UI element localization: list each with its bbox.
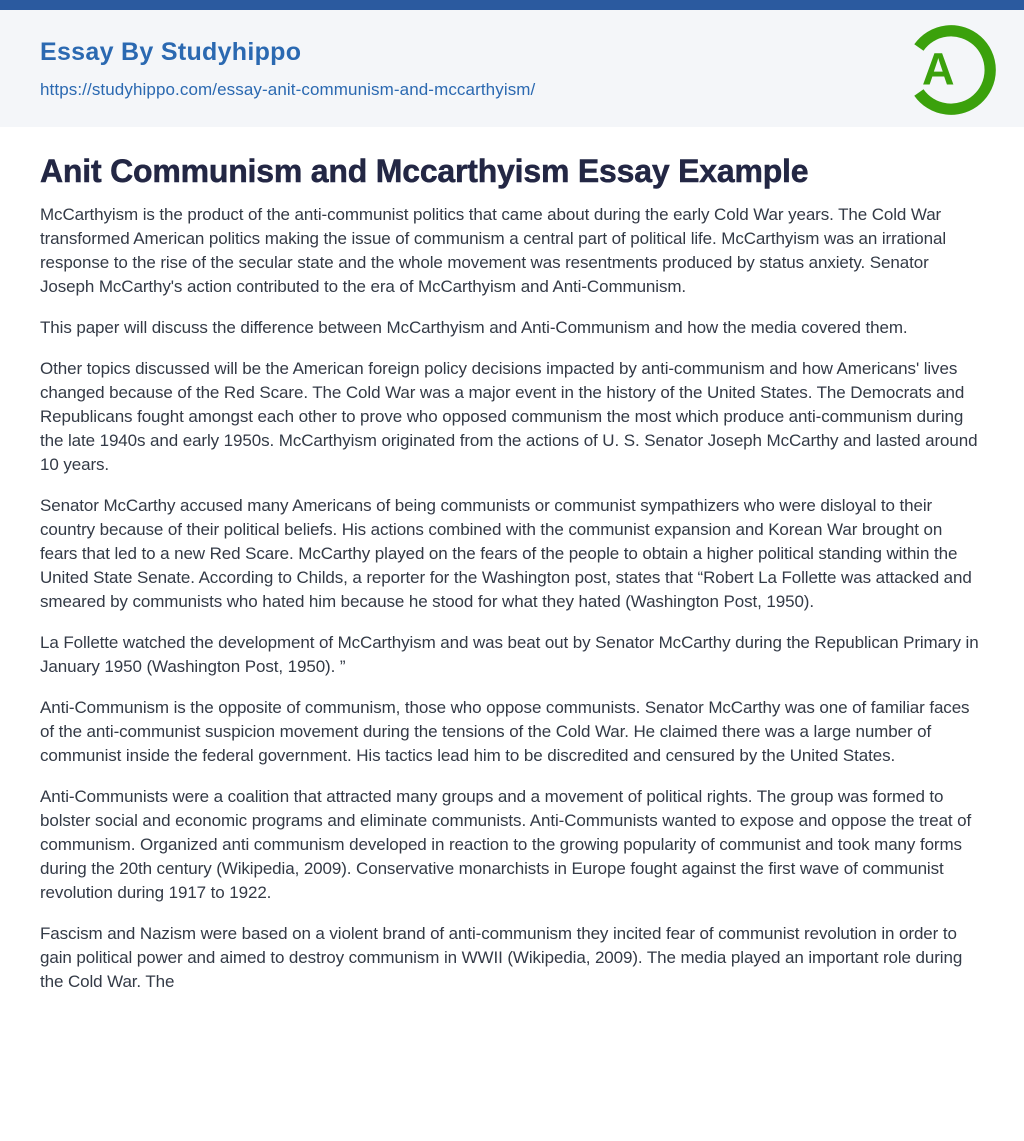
essay-paragraph: This paper will discuss the difference between McCarthyism and Anti-Communism and how the media covered them.	[40, 318, 908, 337]
essay-content	[0, 127, 1024, 994]
essay-paragraph: Fascism and Nazism were based on a violent brand of anti-communism they incited fear of communist revolution in order to gain political power and aimed to destroy communism in WWII (Wikipedia, 2009). The media played an important role during the Cold War. The	[40, 924, 963, 991]
logo-letter: A	[921, 43, 955, 95]
essay-url-link[interactable]: https://studyhippo.com/essay-anit-communism-and-mccarthyism/	[40, 79, 536, 99]
page-header	[0, 10, 1024, 127]
essay-paragraph: La Follette watched the development of McCarthyism and was beat out by Senator McCarthy during the Republican Primary in January 1950 (Washington Post, 1950). ”	[40, 633, 979, 676]
essay-title: Anit Communism and Mccarthyism Essay Example	[40, 153, 809, 189]
studyhippo-logo-icon	[902, 21, 1000, 119]
essay-paragraph: McCarthyism is the product of the anti-communist politics that came about during the early Cold War years. The Cold War transformed American politics making the issue of communism a central part of political life. McCarthyism was an irrational response to the rise of the secular state and the whole movement was resentments produced by status anxiety. Senator Joseph McCarthy's action contributed to the era of McCarthyism and Anti-Communism.	[40, 205, 947, 296]
essay-paragraph: Other topics discussed will be the American foreign policy decisions impacted by anti-communism and how Americans' lives changed because of the Red Scare. The Cold War was a major event in the history of the United States. The Democrats and Republicans fought amongst each other to prove who opposed communism the most which produce anti-communism during the late 1940s and early 1950s. McCarthyism originated from the actions of U. S. Senator Joseph McCarthy and lasted around 10 years.	[40, 359, 978, 474]
essay-paragraph: Senator McCarthy accused many Americans of being communists or communist sympathizers who were disloyal to their country because of their political beliefs. His actions combined with the communist expansion and Korean War brought on fears that led to a new Red Scare. McCarthy played on the fears of the people to obtain a higher political standing within the United State Senate. According to Childs, a reporter for the Washington post, states that “Robert La Follette was attacked and smeared by communists who hated him because he stood for what they hated (Washington Post, 1950).	[40, 496, 972, 611]
header-text-block	[40, 38, 535, 100]
essay-body	[40, 203, 984, 994]
essay-paragraph: Anti-Communism is the opposite of communism, those who oppose communists. Senator McCarthy was one of familiar faces of the anti-communist suspicion movement during the tensions of the Cold War. He claimed there was a large number of communist inside the federal government. His tactics lead him to be discredited and censured by the United States.	[40, 698, 970, 765]
site-title: Essay By Studyhippo	[40, 37, 302, 66]
essay-paragraph: Anti-Communists were a coalition that attracted many groups and a movement of political rights. The group was formed to bolster social and economic programs and eliminate communists. Anti-Communists wanted to expose and oppose the treat of communism. Organized anti communism developed in reaction to the growing popularity of communist and took many forms during the 20th century (Wikipedia, 2009). Conservative monarchists in Europe fought against the first wave of communist revolution during 1917 to 1922.	[40, 787, 972, 902]
top-accent-bar	[0, 0, 1024, 10]
